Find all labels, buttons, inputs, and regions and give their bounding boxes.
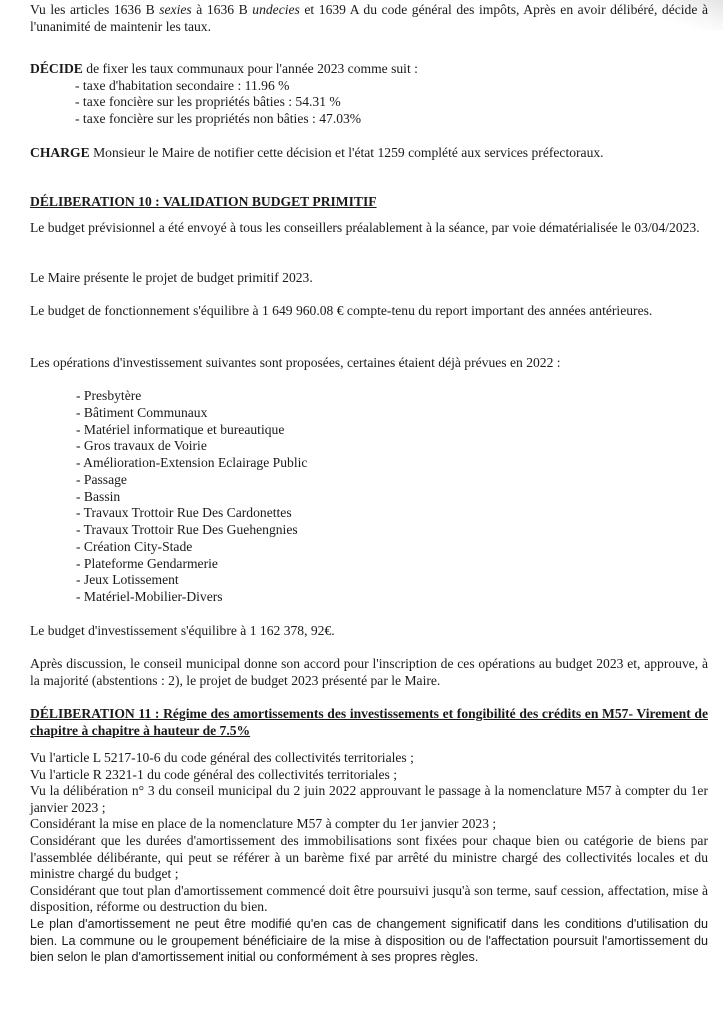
list-item: - Jeux Lotissement	[76, 572, 179, 588]
decide-label: DÉCIDE	[30, 61, 83, 76]
list-item: - Gros travaux de Voirie	[76, 438, 207, 454]
vu-line: Vu la délibération n° 3 du conseil municipal du 2 juin 2022 approuvant le passage à la nomenclature M57 à compter du 1er janvier 2023 ;	[30, 783, 708, 815]
delib11-title: DÉLIBERATION 11 : Régime des amortissements des investissements et fongibilité des crédits en M57- Virement de chapitre à chapitre à hauteur de 7.5%	[30, 706, 708, 738]
list-item: - Travaux Trottoir Rue Des Guehengnies	[76, 522, 298, 537]
vu-line: Vu l'article R 2321-1 du code général des collectivités territoriales ;	[30, 766, 398, 782]
list-item: - Plateforme Gendarmerie	[76, 555, 218, 571]
rate-bati: - taxe foncière sur les propriétés bâties : 54.31 %	[75, 94, 341, 110]
delib10-p6: Après discussion, le conseil municipal donne son accord pour l'inscription de ces opérations au budget 2023 et, approuve, à la majorité (abstentions : 2), le projet de budget 2023 présenté par le Maire.	[30, 656, 708, 688]
list-item: - Presbytère	[76, 388, 142, 403]
delib10-p5: Le budget d'investissement s'équilibre à 1 162 378, 92€.	[30, 623, 335, 638]
list-item: - Matériel informatique et bureautique	[76, 421, 285, 437]
rate-non-bati: - taxe foncière sur les propriétés non bâties : 47.03%	[75, 110, 362, 126]
investment-list	[76, 388, 476, 606]
charge-label: CHARGE	[30, 145, 90, 160]
considerant-line: Considérant la mise en place de la nomenclature M57 à compter du 1er janvier 2023 ;	[30, 816, 497, 832]
list-item: - Amélioration-Extension Eclairage Public	[76, 455, 308, 470]
intro-italic-a: sexies	[159, 2, 192, 17]
list-item: - Matériel-Mobilier-Divers	[76, 589, 223, 604]
list-item: - Création City-Stade	[76, 538, 193, 554]
list-item: - Bâtiment Communaux	[76, 404, 208, 420]
delib11-body	[30, 750, 708, 966]
list-item: - Travaux Trottoir Rue Des Cardonettes	[76, 505, 292, 521]
final-paragraph: Le plan d'amortissement ne peut être modifié qu'en cas de changement significatif dans les conditions d'utilisation du bien. La commune ou le groupement bénéficiaire de la mise à disposition ou de l'affectation poursuit l'amortissement du bien selon le plan d'amortissement initial ou conformément à ses propres règles.	[30, 916, 708, 965]
rate-habitation: - taxe d'habitation secondaire : 11.96 %	[75, 77, 290, 93]
delib10-p1: Le budget prévisionnel a été envoyé à tous les conseillers préalablement à la séance, par voie dématérialisée le 03/04/2023.	[30, 220, 700, 235]
delib10-title: DÉLIBERATION 10 : VALIDATION BUDGET PRIMITIF	[30, 194, 377, 209]
charge-paragraph	[30, 145, 708, 162]
charge-text: Monsieur le Maire de notifier cette décision et l'état 1259 complété aux services préfectoraux.	[89, 145, 604, 160]
intro-italic-b: undecies	[252, 2, 300, 17]
list-item: - Bassin	[76, 488, 121, 504]
delib10-p2: Le Maire présente le projet de budget primitif 2023.	[30, 270, 313, 285]
intro-paragraph	[30, 2, 708, 35]
vu-line: Vu l'article L 5217-10-6 du code général des collectivités territoriales ;	[30, 750, 414, 765]
intro-text-a: Vu les articles 1636 B	[30, 2, 160, 17]
delib10-p4: Les opérations d'investissement suivantes sont proposées, certaines étaient déjà prévues en 2022 :	[30, 355, 561, 370]
considerant-line: Considérant que les durées d'amortissement des immobilisations sont fixées pour chaque bien ou catégorie de biens par l'assemblée délibérante, qui peut se référer à un barème fixé par arrêté du ministre chargé des collectivités locales et du ministre chargé du budget ;	[30, 832, 708, 882]
intro-text-b: à 1636 B	[191, 2, 253, 17]
decide-text: de fixer les taux communaux pour l'année 2023 comme suit :	[82, 61, 418, 76]
intro-text-c: et 1639 A du code général des impôts, Après en avoir délibéré, décide à l'unanimité de maintenir les taux.	[30, 2, 708, 34]
considerant-line: Considérant que tout plan d'amortissement commencé doit être poursuivi jusqu'à son terme, sauf cession, affectation, mise à disposition, réforme ou destruction du bien.	[30, 882, 708, 915]
delib10-p3: Le budget de fonctionnement s'équilibre à 1 649 960.08 € compte-tenu du report important des années antérieures.	[30, 303, 653, 318]
decide-block	[30, 61, 708, 127]
list-item: - Passage	[76, 471, 127, 487]
